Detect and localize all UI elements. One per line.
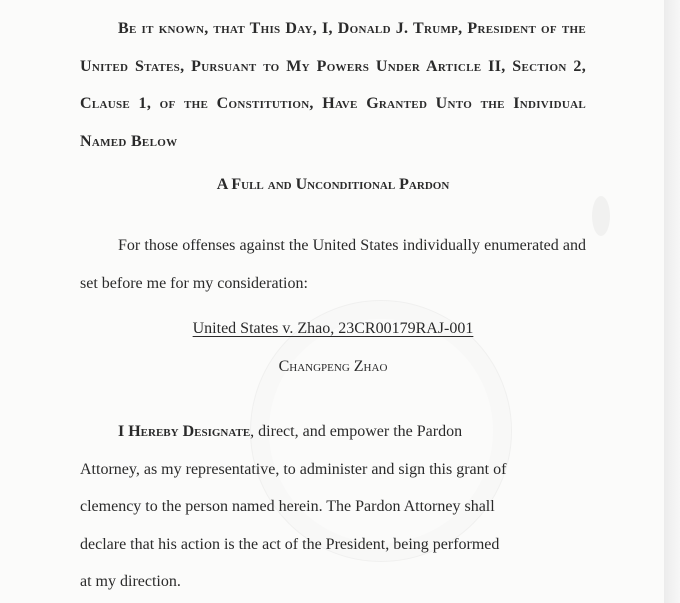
pardon-heading: A Full and Unconditional Pardon [216,176,450,193]
case-caption-text: United States v. Zhao, 23CR00179RAJ-001 [192,320,474,337]
page-edge-shadow [664,0,680,603]
offenses-paragraph: For those offenses against the United States individually enumerated and set before me for my consideration: [80,237,586,292]
designation-paragraph [80,413,586,601]
designation-line-1 [80,413,586,451]
designation-line-1-text: , direct, and empower the Pardon [250,423,463,440]
page-smudge [592,196,610,236]
designation-line-5: at my direction. [80,573,181,590]
case-caption [80,320,586,338]
designation-line-4: declare that his action is the act of the President, being performed [80,535,500,553]
proclamation-paragraph: Be it known, that This Day, I, Donald J. Trump, President of the United States, Pursuant to My Powers Under Article II, Section 2, Clause 1, of the Constitution, Have Granted Unto the Individual Named Below [80,20,586,150]
designation-line-2: Attorney, as my representative, to administer and sign this grant of [80,460,507,478]
designation-lead: I Hereby Designate [118,423,251,440]
designation-line-3: clemency to the person named herein. The Pardon Attorney shall [80,498,495,515]
recipient-name: Changpeng Zhao [278,358,388,375]
